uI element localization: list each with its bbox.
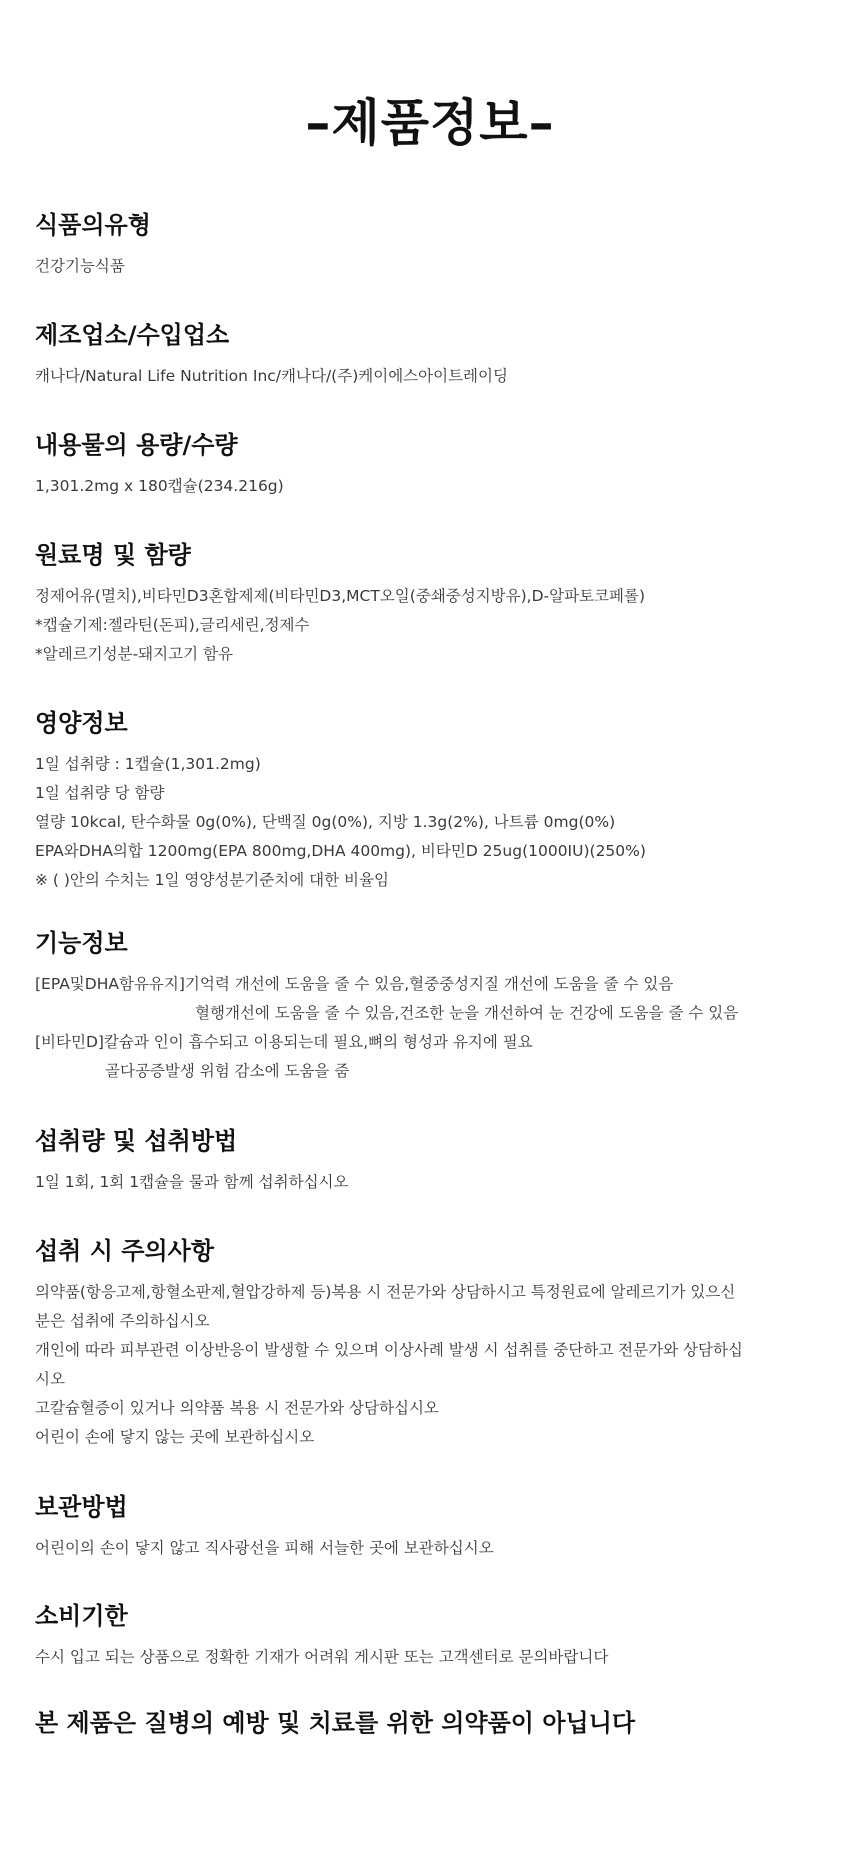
section-line: 1일 섭취량 당 함량 (35, 784, 165, 802)
section-heading-function: 기능정보 (35, 929, 128, 957)
section-line: 혈행개선에 도움을 줄 수 있음,건조한 눈을 개선하여 눈 건강에 도움을 줄 수 있음 (195, 1004, 739, 1022)
section-line: ※ ( )안의 수치는 1일 영양성분기준치에 대한 비율임 (35, 871, 389, 889)
section-line: *캡슐기제:젤라틴(돈피),글리세린,정제수 (35, 616, 310, 634)
section-line: 시오 (35, 1370, 65, 1388)
section-line: [EPA및DHA함유유지]기억력 개선에 도움을 줄 수 있음,혈중중성지질 개선에 도움을 줄 수 있음 (35, 975, 674, 993)
section-line: 캐나다/Natural Life Nutrition Inc/캐나다/(주)케이에스아이트레이딩 (35, 367, 508, 385)
section-line: 어린이의 손이 닿지 않고 직사광선을 피해 서늘한 곳에 보관하십시오 (35, 1539, 494, 1557)
section-heading-intake: 섭취량 및 섭취방법 (35, 1127, 238, 1155)
section-heading-storage: 보관방법 (35, 1493, 128, 1521)
page-title: –제품정보– (305, 94, 555, 152)
section-heading-expiry: 소비기한 (35, 1602, 128, 1630)
section-line: 1일 1회, 1회 1캡슐을 물과 함께 섭취하십시오 (35, 1173, 349, 1191)
section-line: 1,301.2mg x 180캡슐(234.216g) (35, 477, 284, 495)
section-line: 정제어유(멸치),비타민D3혼합제제(비타민D3,MCT오일(중쇄중성지방유),D-알파토코페롤) (35, 587, 646, 605)
section-heading-nutrition: 영양정보 (35, 709, 128, 737)
section-line: 어린이 손에 닿지 않는 곳에 보관하십시오 (35, 1428, 315, 1446)
section-line: 열량 10kcal, 탄수화물 0g(0%), 단백질 0g(0%), 지방 1.3g(2%), 나트륨 0mg(0%) (35, 813, 616, 831)
section-heading-precautions: 섭취 시 주의사항 (35, 1237, 214, 1265)
section-line: [비타민D]칼슘과 인이 흡수되고 이용되는데 필요,뼈의 형성과 유지에 필요 (35, 1033, 533, 1051)
section-heading-manufacturer: 제조업소/수입업소 (35, 321, 230, 349)
disclaimer-notice: 본 제품은 질병의 예방 및 치료를 위한 의약품이 아닙니다 (35, 1709, 636, 1737)
section-line: EPA와DHA의합 1200mg(EPA 800mg,DHA 400mg), 비타민D 25ug(1000IU)(250%) (35, 842, 646, 860)
section-line: *알레르기성분-돼지고기 함유 (35, 645, 233, 663)
section-heading-ingredients: 원료명 및 함량 (35, 541, 191, 569)
section-heading-food-type: 식품의유형 (35, 211, 151, 239)
section-heading-quantity: 내용물의 용량/수량 (35, 431, 238, 459)
section-line: 1일 섭취량 : 1캡슐(1,301.2mg) (35, 755, 261, 773)
section-line: 고칼슘혈증이 있거나 의약품 복용 시 전문가와 상담하십시오 (35, 1399, 439, 1417)
section-line: 수시 입고 되는 상품으로 정확한 기재가 어려워 게시판 또는 고객센터로 문의바랍니다 (35, 1648, 609, 1666)
section-line: 골다공증발생 위험 감소에 도움을 줌 (105, 1062, 350, 1080)
section-line: 분은 섭취에 주의하십시오 (35, 1312, 210, 1330)
section-line: 건강기능식품 (35, 257, 125, 275)
section-line: 개인에 따라 피부관련 이상반응이 발생할 수 있으며 이상사례 발생 시 섭취를 중단하고 전문가와 상담하십 (35, 1341, 743, 1359)
section-line: 의약품(항응고제,항혈소판제,혈압강하제 등)복용 시 전문가와 상담하시고 특정원료에 알레르기가 있으신 (35, 1283, 736, 1301)
